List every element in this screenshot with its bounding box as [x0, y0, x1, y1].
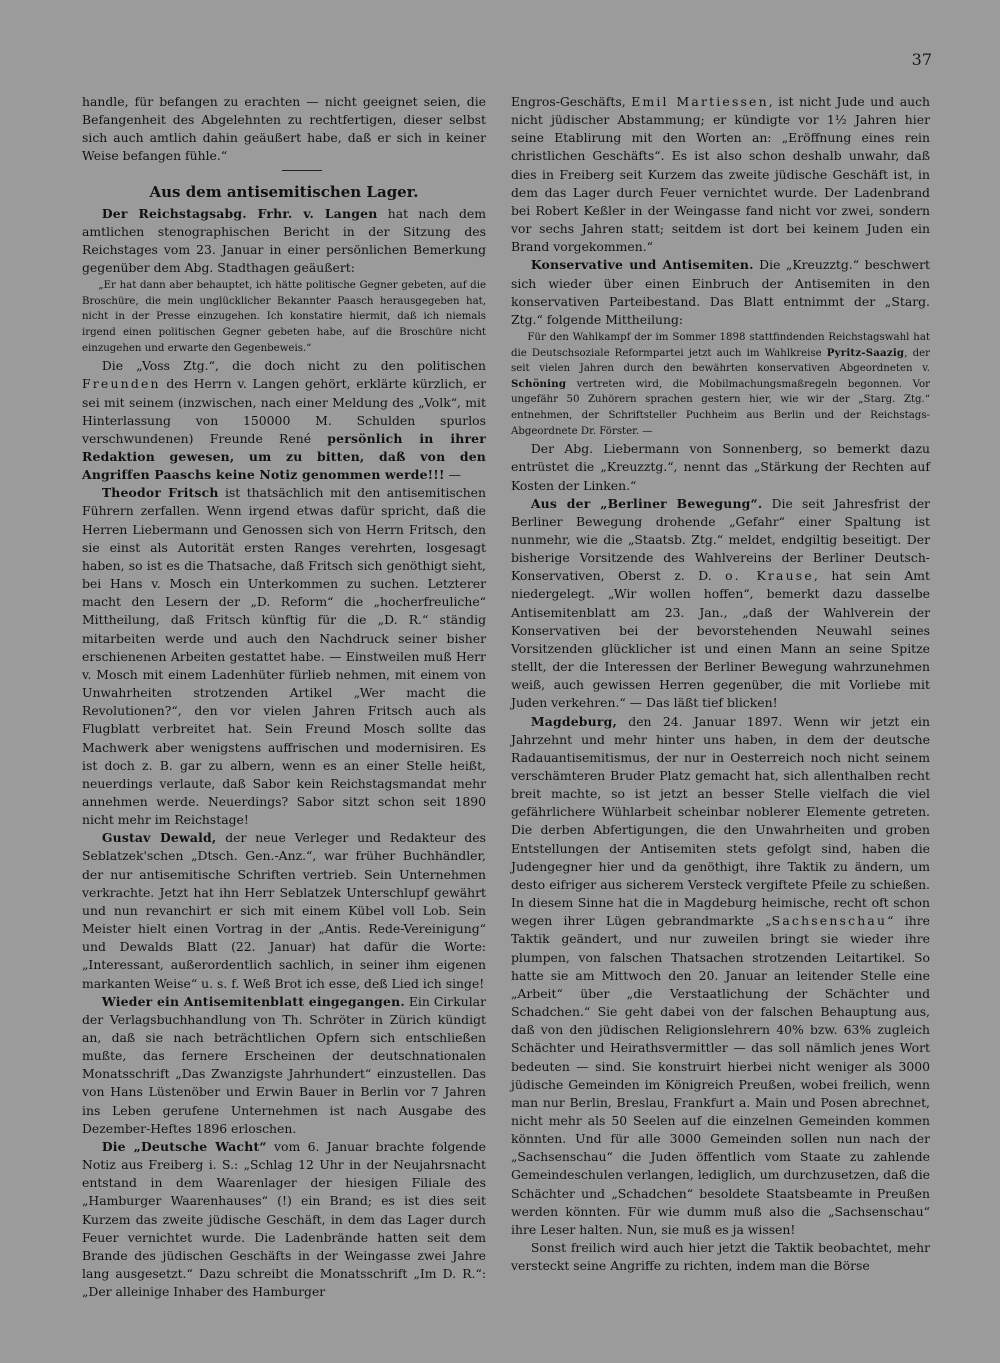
article-dewald: Gustav Dewald, der neue Verleger und Redakteur des Seblatzek'schen „Dtsch. Gen.-Anz.“, war früher Buchhändler, der nur antisemitische Schriften vertrieb. Sein Unternehmen verkrachte. Jetzt hat ihn Herr Seblatzek Unterschlupf gewährt und nun revanchirt er sich mit einem Kübel voll Lob. Sein Meister hielt einen Vortrag in der „Antis. Rede-Vereinigung“ und Dewalds Blatt (22. Januar) hat dafür die Worte: „Interessant, außerordentlich sachlich, in seiner ihm eigenen markanten Weise“ u. s. f. Weß Brot ich esse, deß Lied ich singe!: [82, 830, 486, 991]
article-berliner-bewegung: Aus der „Berliner Bewegung“. Die seit Jahresfrist der Berliner Bewegung drohende „Gefahr“ einer Spaltung ist nunmehr, wie die „Staatsb. Ztg.“ meldet, endgiltig beseitigt. Der bisherige Vorsitzende des Wahlvereins der Berliner Deutsch-Konservativen, Oberst z. D. o. Krause, hat sein Amt niedergelegt. „Wir wollen hoffen“, bemerkt dazu dasselbe Antisemitenblatt am 23. Jan., „daß der Wahlverein der Konservativen bei der bevorstehenden Neuwahl seines Vorsitzenden glücklicher ist und einen Mann an seine Spitze stellt, der die Interessen der Berliner Bewegung wahrzunehmen weiß, auch gewissen Herren gegenüber, die mit Vorliebe mit Juden verkehren.“ — Das läßt tief blicken!: [511, 495, 930, 711]
article-konservative: Konservative und Antisemiten. Die „Kreuzztg.“ beschwert sich wieder über einen Einbruch der Antisemiten in den konservativen Parteibestand. Das Blatt entnimmt der „Starg. Ztg.“ folgende Mittheilung:: [511, 257, 930, 327]
page-number: 37: [911, 50, 932, 69]
quote-text: Für den Wahlkampf der im Sommer 1898 stattfindenden Reichstagswahl hat die Deutschsoziale Reformpartei jetzt auch im Wahlkreise Pyritz-Saazig, der seit vielen Jahren durch den bewährten konservativen Abgeordneten v. Schöning vertreten wird, die Mobilmachungsmaßregeln begonnen. Vor ungefähr 50 Zuhörern sprachen gestern hier, wie wir der „Starg. Ztg.“ entnehmen, der Schriftsteller Puchheim aus Berlin und der Reichstags-Abgeordnete Dr. Förster. —: [511, 332, 931, 437]
quote-block: [511, 330, 930, 439]
separator-rule: [282, 170, 322, 171]
article-deutsche-wacht: Die „Deutsche Wacht“ vom 6. Januar brachte folgende Notiz aus Freiberg i. S.: „Schlag 12 Uhr in der Neujahrsnacht entstand in dem Waarenlager der hiesigen Filiale des „Hamburger Waarenhauses“ (!) ein Brand; es ist dies seit Kurzem das zweite jüdische Geschäft, in dem das Lager durch Feuer vernichtet wurde. Die Ladenbrände hatten seit dem Brande des jüdischen Geschäfts in der Weingasse zwei Jahre lang ausgesetzt.“ Dazu schreibt die Monatsschrift „Im D. R.“: „Der alleinige Inhaber des Hamburger: [82, 1138, 486, 1300]
quote-text: „Er hat dann aber behauptet, ich hätte politische Gegner gebeten, auf die Broschüre, die mein unglücklicher Bekannter Paasch herausgegeben hat, nicht in der Presse einzugehen. Ich konstatire hiermit, daß ich niemals irgend einen politischen Gegner gebeten habe, auf die Broschüre nicht einzugehen und erwarte den Gegenbeweis.“: [82, 280, 486, 354]
section-title: Aus dem antisemitischen Lager.: [149, 182, 419, 201]
article-continuation: handle, für befangen zu erachten — nicht geeignet seien, die Befangenheit des Abgelehnten zu rechtfertigen, dieser selbst sich auch amtlich dahin geäußert habe, daß er sich in keiner Weise befangen fühle.“: [82, 94, 486, 164]
article-antisemitenblatt: Wieder ein Antisemitenblatt eingegangen. Ein Cirkular der Verlagsbuchhandlung von Th. Schröter in Zürich kündigt an, daß sie nach beträchtlichen Opfern sich entschließen mußte, das fernere Erscheinen der deutschnationalen Monatsschrift „Das Zwanzigste Jahrhundert“ einzustellen. Das von Hans Lüstenöber und Erwin Bauer in Berlin vor 7 Jahren ins Leben gerufene Unternehmen ist nach Ausgabe des Dezember-Heftes 1896 erloschen.: [82, 993, 486, 1136]
article-paragraph: Der Abg. Liebermann von Sonnenberg, so bemerkt dazu entrüstet die „Kreuzztg.“, nennt das „Stärkung der Rechten auf Kosten der Linken.“: [511, 441, 930, 493]
article-heading: Die „Deutsche Wacht“: [101, 1138, 267, 1154]
bold-emphasis: persönlich in ihrer Redaktion gewesen, um zu bitten, daß von den Angriffen Paaschs keine Notiz genommen werde!!!: [82, 430, 486, 483]
article-magdeburg: Magdeburg, den 24. Januar 1897. Wenn wir jetzt ein Jahrzehnt und mehr hinter uns haben, in dem der deutsche Radauantisemitismus, der nur in Oesterreich noch nicht seinem verschämteren Bruder Platz gemacht hat, sich allenthalben recht breit machte, so ist jetzt an besser Stelle vielfach die viel gefährlichere Wühlarbeit scheinbar noblerer Elemente getreten. Die derben Abfertigungen, die den Unwahrheiten und groben Entstellungen der Antisemiten stets gefolgt sind, haben die Judengegner hier und da genöthigt, ihre Taktik zu ändern, um desto eifriger aus sicherem Versteck vergiftete Pfeile zu schießen. In diesem Sinne hat die in Magdeburg heimische, recht oft schon wegen ihrer Lügen gebrandmarkte „Sachsenschau“ ihre Taktik geändert, und nur zuweilen bringt sie wieder ihre plumpen, von falschen Thatsachen strotzenden Leitartikel. So hatte sie am Mittwoch den 20. Januar an leitender Stelle eine „Arbeit“ über „die Verstaatlichung der Schächter und Schadchen.“ Sie geht dabei von der falschen Behauptung aus, daß von den jüdischen Religionslehrern 40% bzw. 63% zugleich Schächter und Heirathsvermittler — das soll nämlich jenes Wort bedeuten — sind. Sie konstruirt hierbei nicht weniger als 3000 jüdische Gemeinden im Königreich Preußen, wobei freilich, wenn man nur Berlin, Breslau, Frankfurt a. Main und Posen abrechnet, nicht mehr als 50 Seelen auf die einzelnen Gemeinden kommen könnten. Und für alle 3000 Gemeinden sollen nun nach der „Sachsenschau“ die Juden öffentlich vom Staate zu zahlende Gemeindeschulen verlangen, lediglich, um durchzusetzen, daß die Schächter und „Schadchen“ besoldete Staatsbeamte in Preußen werden könnten. Für wie dumm muß also die „Sachsenschau“ ihre Leser halten. Nun, sie muß es ja wissen!: [511, 713, 930, 1237]
article-heading: Aus der „Berliner Bewegung“.: [530, 495, 763, 511]
article-fritsch: Theodor Fritsch ist thatsächlich mit den antisemitischen Führern zerfallen. Wenn irgend etwas dafür spricht, daß die Herren Liebermann und Genossen sich von Herrn Fritsch, den sie einst als Autorität ersten Ranges verehrten, losgesagt haben, so ist es die Thatsache, daß Fritsch sich genöthigt sieht, bei Hans v. Mosch ein Unterkommen zu suchen. Letzterer macht den Lesern der „D. Reform“ die „hocherfreuliche“ Mittheilung, daß Fritsch künftig für die „D. R.“ ständig mitarbeiten werde und auch den Nachdruck seiner bisher erschienenen Arbeiten gestattet habe. — Einstweilen muß Herr v. Mosch mit einem Ladenhüter fürlieb nehmen, mit einem von Unwahrheiten strotzenden Artikel „Wer macht die Revolutionen?“, den vor vielen Jahren Fritsch auch als Flugblatt verbreitet hat. Sein Freund Mosch sollte das Machwerk aber wenigstens auffrischen und modernisiren. Es ist doch z. B. gar zu albern, wenn es an einer Stelle heißt, neuerdings verlaute, daß Sabor kein Reichstagsmandat mehr annehmen werde. Neuerdings? Sabor sitzt schon seit 1890 nicht mehr im Reichstage!: [82, 485, 486, 828]
article-paragraph: Sonst freilich wird auch hier jetzt die Taktik beobachtet, mehr versteckt seine Angriffe zu richten, indem man die Börse: [511, 1240, 930, 1274]
article-heading: Der Reichstagsabg. Frhr. v. Langen: [101, 205, 378, 221]
left-column: [82, 93, 486, 1301]
article-continuation: Engros-Geschäfts, Emil Martiessen, ist nicht Jude und auch nicht jüdischer Abstammung; er kündigte vor 1½ Jahren hier seine Etablirung mit den Worten an: „Eröffnung eines rein christlichen Geschäfts“. Es ist also schon deshalb unwahr, daß dies in Freiberg seit Kurzem das zweite jüdische Geschäft ist, in dem das Lager durch Feuer vernichtet wurde. Der Ladenbrand bei Robert Keßler in der Weingasse fand nicht vor zwei, sondern vor sechs Jahren statt; seitdem ist dort bei keinem Juden ein Brand vorgekommen.“: [511, 94, 930, 255]
article-heading: Wieder ein Antisemitenblatt eingegangen.: [101, 993, 405, 1009]
article-heading: Konservative und Antisemiten.: [530, 257, 754, 273]
article-heading: Theodor Fritsch: [101, 485, 219, 501]
article-voss: Die „Voss Ztg.“, die doch nicht zu den politischen Freunden des Herrn v. Langen gehört, erklärte kürzlich, er sei mit seinem (inzwischen, nach einer Meldung des „Volk“, mit Hinterlassung von 150000 M. Schulden spurlos verschwundenen) Freunde René persönlich in ihrer Redaktion gewesen, um zu bitten, daß von den Angriffen Paaschs keine Notiz genommen werde!!! —: [82, 358, 486, 483]
article-langen: Der Reichstagsabg. Frhr. v. Langen hat nach dem amtlichen stenographischen Bericht in der Sitzung des Reichstages vom 23. Januar in einer persönlichen Bemerkung gegenüber dem Abg. Stadthagen geäußert:: [82, 205, 486, 276]
article-heading: Gustav Dewald,: [101, 830, 217, 846]
article-heading: Magdeburg,: [530, 713, 617, 729]
right-column: [511, 93, 930, 1275]
quote-block: [82, 278, 486, 356]
